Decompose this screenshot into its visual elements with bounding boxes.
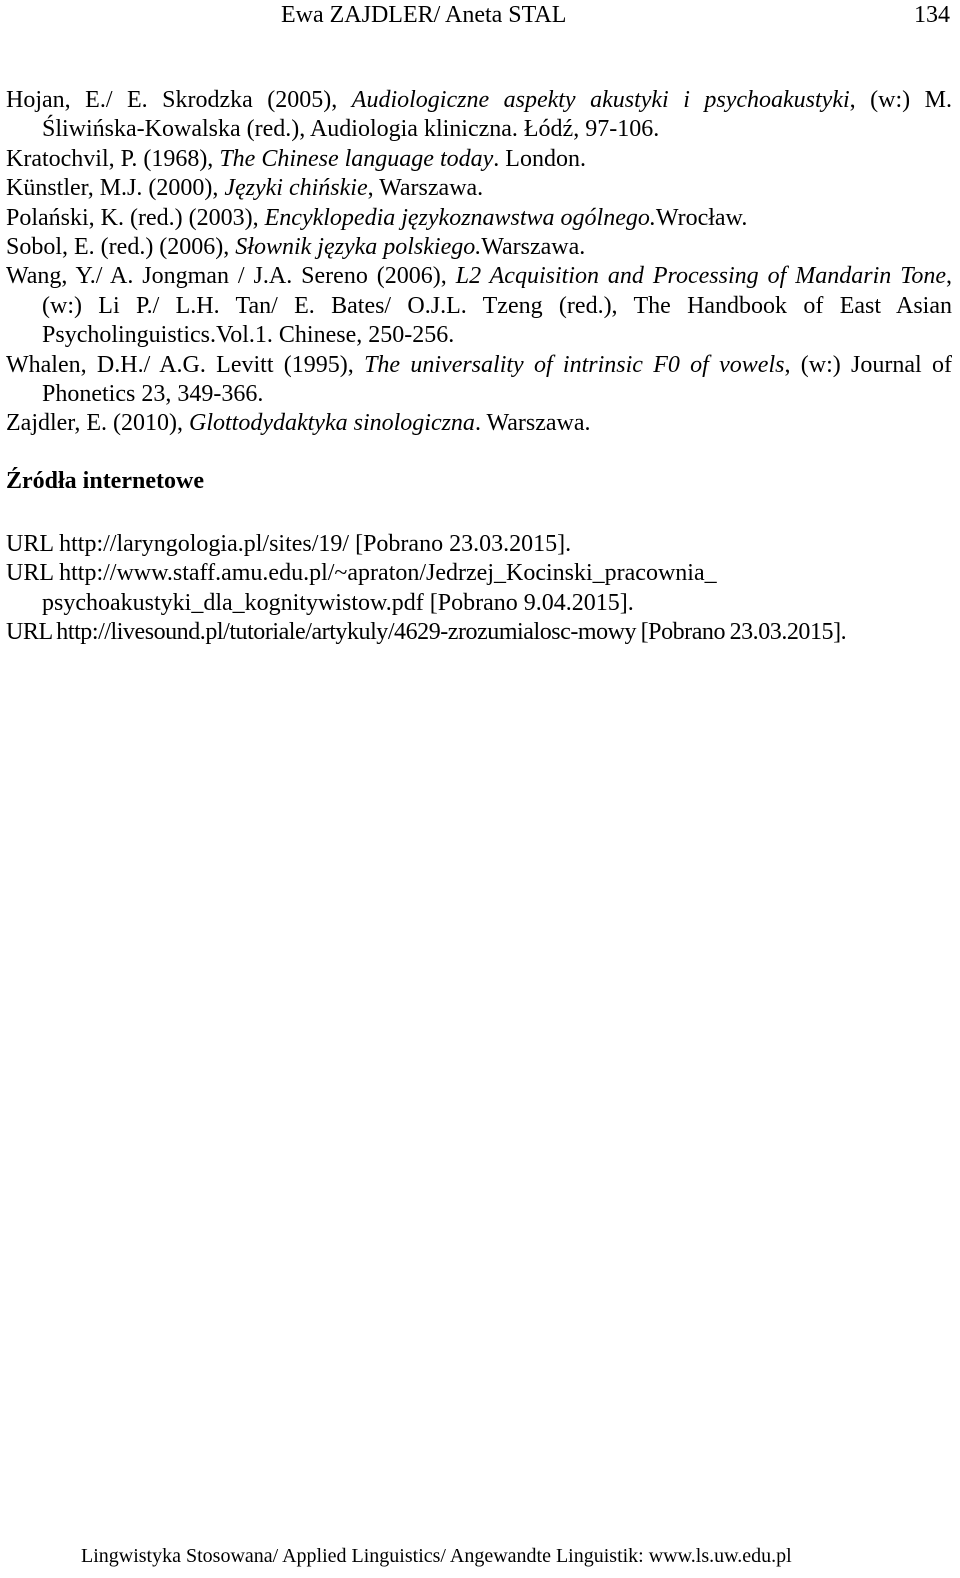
reference-entry: Künstler, M.J. (2000), Języki chińskie, Warszawa. <box>6 175 484 202</box>
reference-entry: Whalen, D.H./ A.G. Levitt (1995), The universality of intrinsic F0 of vowels, (w:) Journal of Phonetics 23, 349-366. <box>6 351 952 408</box>
reference-entry: Wang, Y./ A. Jongman / J.A. Sereno (2006), L2 Acquisition and Processing of Mandarin Tone, (w:) Li P./ L.H. Tan/ E. Bates/ O.J.L. Tzeng (red.), The Handbook of East Asian Psycholinguistics.Vol.1. Chinese, 250-256. <box>6 263 952 349</box>
reference-entry: Polański, K. (red.) (2003), Encyklopedia językoznawstwa ogólnego.Wrocław. <box>6 204 748 231</box>
running-footer: Lingwistyka Stosowana/ Applied Linguistics/ Angewandte Linguistik: www.ls.uw.edu.pl <box>81 1545 792 1567</box>
running-header <box>0 0 960 40</box>
reference-entry: Sobol, E. (red.) (2006), Słownik języka polskiego.Warszawa. <box>6 234 586 261</box>
reference-entry: Zajdler, E. (2010), Glottodydaktyka sinologiczna. Warszawa. <box>6 410 591 437</box>
url-entry[interactable]: URL http://www.staff.amu.edu.pl/~apraton/Jedrzej_Kocinski_pracownia_ psychoakustyki_dla_kognitywistow.pdf [Pobrano 9.04.2015]. <box>6 560 717 616</box>
internet-sources-list <box>6 530 952 648</box>
reference-entry: Kratochvil, P. (1968), The Chinese language today. London. <box>6 145 586 172</box>
section-heading-internet-sources: Źródła internetowe <box>6 468 204 494</box>
bibliography <box>6 86 952 439</box>
header-authors: Ewa ZAJDLER/ Aneta STAL <box>281 2 567 28</box>
url-entry[interactable]: URL http://livesound.pl/tutoriale/artykuly/4629-zrozumialosc-mowy [Pobrano 23.03.2015]. <box>6 619 847 646</box>
reference-entry: Hojan, E./ E. Skrodzka (2005), Audiologiczne aspekty akustyki i psychoakustyki, (w:) M. Śliwińska-Kowalska (red.), Audiologia kliniczna. Łódź, 97-106. <box>6 87 953 143</box>
page-number: 134 <box>914 2 950 28</box>
url-entry[interactable]: URL http://laryngologia.pl/sites/19/ [Pobrano 23.03.2015]. <box>6 531 572 557</box>
